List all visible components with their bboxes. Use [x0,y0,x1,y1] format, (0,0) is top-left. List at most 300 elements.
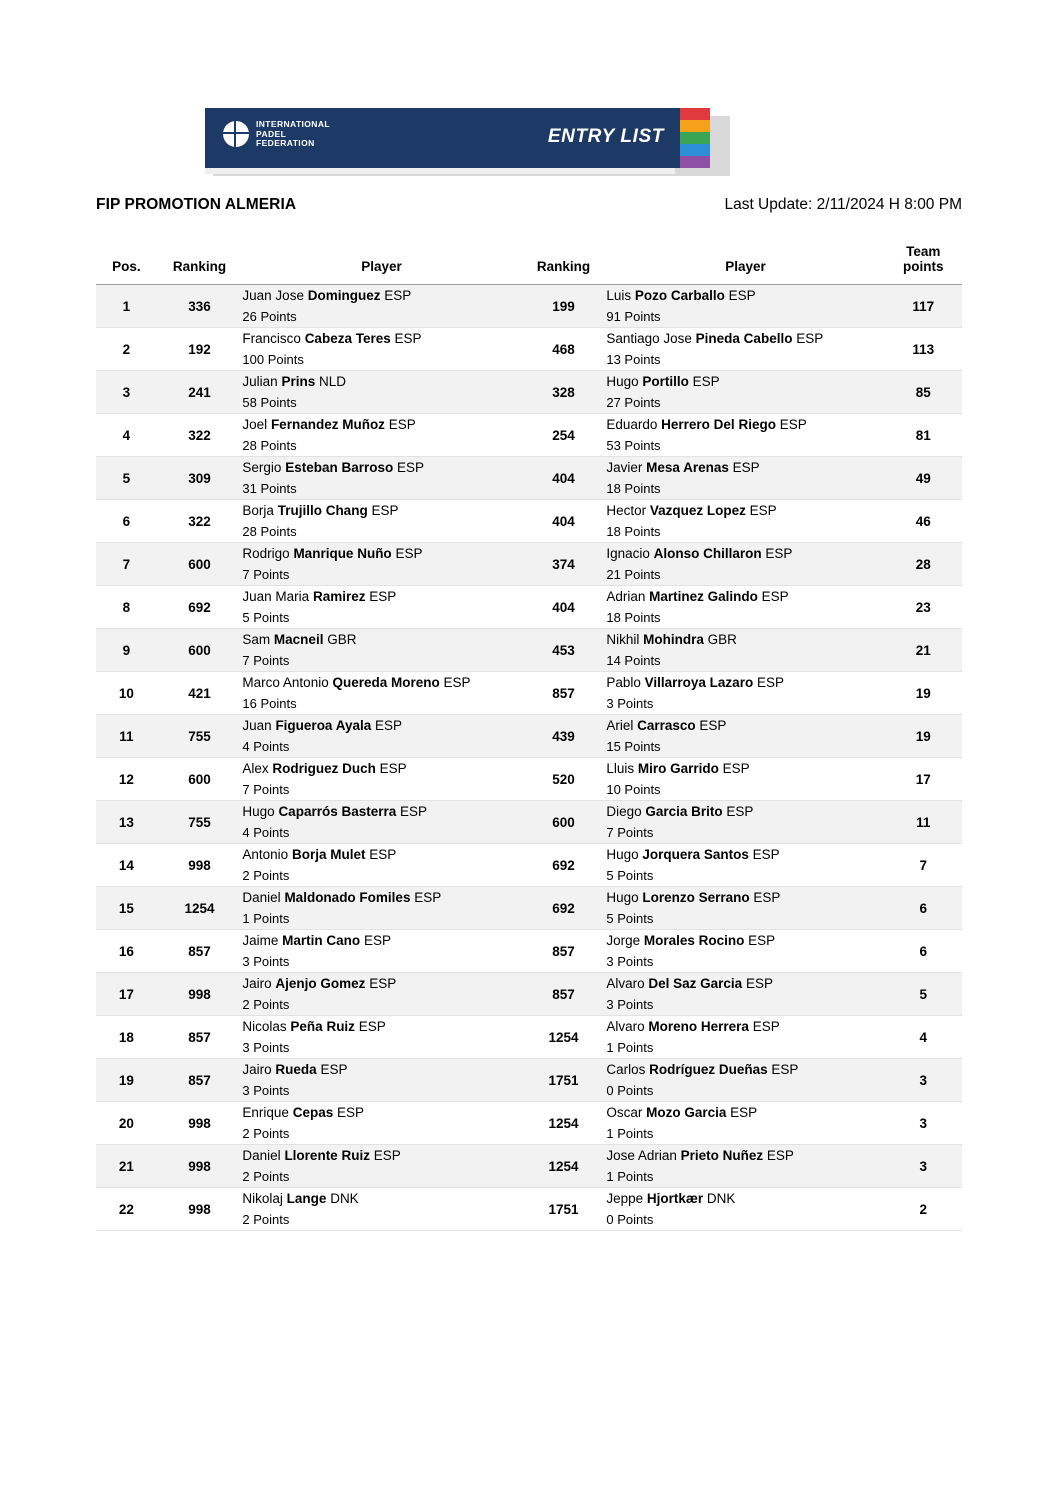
federation-line-2: PADEL [256,128,287,139]
player-2-first-name: Jeppe [606,1191,647,1206]
player-2-name [606,973,884,994]
player-1-nationality: NLD [315,374,346,389]
player-2-first-name: Diego [606,804,646,819]
cell-ranking-player-1: 998 [157,844,243,887]
table-row [96,672,962,715]
player-1-first-name: Borja [242,503,278,518]
player-2-last-name: Garcia Brito [645,804,723,819]
table-header [96,240,962,285]
player-1-name [242,629,520,650]
banner-underline [205,168,675,174]
cell-player-2 [606,371,884,414]
player-2-name [606,801,884,822]
player-2-name [606,543,884,564]
cell-player-2 [606,1059,884,1102]
table-row [96,328,962,371]
player-2-nationality: ESP [745,503,777,518]
player-1-name [242,543,520,564]
cell-player-2 [606,543,884,586]
player-2-points: 13 Points [606,352,661,367]
player-2-points: 3 Points [606,954,654,969]
player-2-last-name: Rodríguez Dueñas [649,1062,768,1077]
cell-player-2 [606,930,884,973]
player-2-last-name: Morales Rocino [643,933,745,948]
player-1-nationality: DNK [326,1191,359,1206]
cell-team-points: 23 [885,586,962,629]
cell-ranking-player-1: 322 [157,500,243,543]
player-1-name [242,758,520,779]
cell-position: 1 [96,285,157,328]
player-1-name [242,1102,520,1123]
player-1-first-name: Antonio [242,847,292,862]
player-2-points: 7 Points [606,825,654,840]
cell-ranking-player-1: 241 [157,371,243,414]
player-1-last-name: Figueroa Ayala [275,718,372,733]
table-row [96,414,962,457]
player-2-first-name: Hugo [606,847,643,862]
player-1-points: 26 Points [242,309,297,324]
player-1-first-name: Alex [242,761,273,776]
player-1-last-name: Cabeza Teres [304,331,391,346]
player-1-nationality: ESP [439,675,471,690]
cell-team-points: 81 [885,414,962,457]
player-2-last-name: Carrasco [637,718,696,733]
player-1-points: 2 Points [242,1169,290,1184]
table-row [96,629,962,672]
column-header-player-2: Player [606,240,884,285]
table-row [96,887,962,930]
player-1-name [242,1145,520,1166]
cell-player-2 [606,1188,884,1231]
cell-ranking-player-1: 192 [157,328,243,371]
player-1-name [242,715,520,736]
player-2-nationality: ESP [775,417,807,432]
padel-ball-icon [223,121,249,147]
cell-player-1 [242,457,520,500]
cell-ranking-player-1: 755 [157,715,243,758]
cell-team-points: 6 [885,930,962,973]
fip-logo [223,120,330,149]
player-2-points: 3 Points [606,696,654,711]
cell-player-2 [606,629,884,672]
table-row [96,1145,962,1188]
player-2-first-name: Hector [606,503,650,518]
player-2-last-name: Mozo Garcia [646,1105,727,1120]
cell-player-2 [606,1102,884,1145]
player-1-nationality: ESP [380,288,412,303]
cell-team-points: 19 [885,715,962,758]
cell-position: 12 [96,758,157,801]
player-2-name [606,930,884,951]
player-2-first-name: Adrian [606,589,650,604]
table-body [96,285,962,1231]
player-2-name [606,1059,884,1080]
cell-ranking-player-1: 998 [157,1145,243,1188]
player-1-last-name: Dominguez [307,288,381,303]
player-1-name [242,1016,520,1037]
player-1-last-name: Cepas [292,1105,334,1120]
player-1-first-name: Nicolas [242,1019,291,1034]
table-row [96,543,962,586]
cell-player-1 [242,414,520,457]
player-1-first-name: Marco Antonio [242,675,333,690]
player-2-name [606,758,884,779]
cell-player-1 [242,543,520,586]
cell-ranking-player-2: 254 [521,414,607,457]
player-2-name [606,586,884,607]
player-2-nationality: ESP [722,804,754,819]
player-1-nationality: ESP [354,1019,386,1034]
player-2-points: 91 Points [606,309,661,324]
cell-player-2 [606,973,884,1016]
player-1-last-name: Quereda Moreno [332,675,440,690]
player-2-points: 18 Points [606,524,661,539]
player-2-nationality: ESP [728,460,760,475]
cell-position: 2 [96,328,157,371]
player-1-nationality: ESP [369,1148,401,1163]
cell-ranking-player-1: 600 [157,629,243,672]
player-1-last-name: Peña Ruiz [290,1019,355,1034]
player-2-points: 5 Points [606,911,654,926]
cell-position: 22 [96,1188,157,1231]
player-2-first-name: Alvaro [606,1019,649,1034]
column-header-pos: Pos. [96,240,157,285]
table-row [96,715,962,758]
player-1-points: 2 Points [242,997,290,1012]
cell-ranking-player-1: 857 [157,1016,243,1059]
cell-player-2 [606,457,884,500]
player-1-points: 3 Points [242,1040,290,1055]
player-2-name [606,1016,884,1037]
cell-position: 13 [96,801,157,844]
cell-player-1 [242,887,520,930]
player-1-first-name: Nikolaj [242,1191,287,1206]
player-1-name [242,672,520,693]
cell-ranking-player-1: 309 [157,457,243,500]
player-2-nationality: ESP [742,976,773,991]
banner-body [205,108,710,168]
column-header-ranking-1: Ranking [157,240,243,285]
player-2-name [606,457,884,478]
player-2-last-name: Hjortkær [646,1191,704,1206]
cell-team-points: 46 [885,500,962,543]
player-2-nationality: ESP [753,675,784,690]
player-1-first-name: Juan [242,718,276,733]
federation-line-1: INTERNATIONAL [256,119,330,129]
player-1-last-name: Prins [281,374,316,389]
player-1-name [242,887,520,908]
table-row [96,371,962,414]
player-2-nationality: ESP [724,288,756,303]
player-1-name [242,844,520,865]
player-2-first-name: Hugo [606,374,643,389]
cell-ranking-player-2: 439 [521,715,607,758]
player-1-name [242,586,520,607]
player-2-last-name: Martinez Galindo [649,589,758,604]
player-1-points: 2 Points [242,868,290,883]
cell-ranking-player-2: 374 [521,543,607,586]
player-2-name [606,1102,884,1123]
cell-player-2 [606,672,884,715]
cell-position: 17 [96,973,157,1016]
player-2-nationality: ESP [767,1062,799,1077]
player-1-first-name: Hugo [242,804,279,819]
cell-player-2 [606,801,884,844]
cell-position: 10 [96,672,157,715]
table-row [96,930,962,973]
player-1-points: 3 Points [242,1083,290,1098]
cell-team-points: 17 [885,758,962,801]
player-1-nationality: ESP [391,546,423,561]
player-1-points: 28 Points [242,438,297,453]
cell-ranking-player-1: 322 [157,414,243,457]
player-2-name [606,500,884,521]
player-2-name [606,285,884,306]
player-2-last-name: Miro Garrido [637,761,719,776]
player-2-first-name: Javier [606,460,647,475]
cell-ranking-player-1: 421 [157,672,243,715]
column-header-ranking-2: Ranking [521,240,607,285]
table-row [96,500,962,543]
table-row [96,1102,962,1145]
player-2-points: 5 Points [606,868,654,883]
player-1-points: 100 Points [242,352,304,367]
player-2-first-name: Luis [606,288,635,303]
table-row [96,801,962,844]
player-1-name [242,371,520,392]
player-1-nationality: ESP [384,417,416,432]
event-title: FIP PROMOTION ALMERIA [96,196,297,213]
cell-player-1 [242,844,520,887]
player-1-first-name: Juan Jose [242,288,308,303]
cell-ranking-player-2: 468 [521,328,607,371]
player-2-name [606,371,884,392]
player-2-last-name: Pineda Cabello [695,331,793,346]
cell-position: 18 [96,1016,157,1059]
cell-position: 3 [96,371,157,414]
player-2-nationality: ESP [726,1105,758,1120]
player-1-points: 4 Points [242,825,290,840]
player-2-nationality: ESP [695,718,727,733]
entry-list-table [96,240,962,1231]
player-2-nationality: ESP [749,890,781,905]
player-2-first-name: Hugo [606,890,643,905]
cell-ranking-player-2: 1254 [521,1145,607,1188]
player-1-last-name: Fernandez Muñoz [270,417,385,432]
cell-ranking-player-2: 1254 [521,1102,607,1145]
cell-player-2 [606,844,884,887]
player-1-first-name: Sergio [242,460,286,475]
player-1-nationality: ESP [396,804,428,819]
player-1-name [242,801,520,822]
player-2-first-name: Alvaro [606,976,649,991]
player-2-name [606,1188,884,1209]
player-2-last-name: Villarroya Lazaro [644,675,754,690]
cell-team-points: 113 [885,328,962,371]
table-row [96,1059,962,1102]
player-1-nationality: ESP [371,718,402,733]
cell-position: 7 [96,543,157,586]
cell-ranking-player-2: 1751 [521,1059,607,1102]
cell-player-1 [242,629,520,672]
cell-player-2 [606,328,884,371]
cell-ranking-player-2: 328 [521,371,607,414]
player-2-points: 18 Points [606,610,661,625]
player-1-nationality: ESP [365,976,397,991]
player-2-nationality: ESP [748,847,780,862]
cell-team-points: 3 [885,1059,962,1102]
cell-player-2 [606,586,884,629]
cell-team-points: 3 [885,1145,962,1188]
cell-ranking-player-2: 199 [521,285,607,328]
player-1-points: 2 Points [242,1212,290,1227]
player-1-last-name: Maldonado Fomiles [284,890,411,905]
cell-position: 20 [96,1102,157,1145]
cell-player-2 [606,285,884,328]
player-2-nationality: DNK [703,1191,736,1206]
cell-player-2 [606,758,884,801]
player-1-first-name: Daniel [242,1148,285,1163]
cell-position: 14 [96,844,157,887]
player-1-points: 5 Points [242,610,290,625]
player-1-nationality: ESP [367,503,399,518]
cell-player-1 [242,1016,520,1059]
cell-ranking-player-2: 404 [521,500,607,543]
player-2-last-name: Mesa Arenas [646,460,729,475]
player-1-last-name: Ramirez [312,589,366,604]
player-2-last-name: Lorenzo Serrano [642,890,750,905]
player-2-last-name: Prieto Nuñez [680,1148,764,1163]
banner-color-stripes [680,108,710,168]
cell-player-1 [242,1188,520,1231]
player-1-points: 58 Points [242,395,297,410]
player-2-nationality: GBR [703,632,737,647]
player-1-nationality: ESP [365,589,397,604]
table-row [96,1188,962,1231]
cell-player-1 [242,973,520,1016]
cell-position: 15 [96,887,157,930]
cell-ranking-player-2: 692 [521,844,607,887]
cell-ranking-player-1: 998 [157,1102,243,1145]
player-2-first-name: Ariel [606,718,638,733]
cell-team-points: 11 [885,801,962,844]
player-2-name [606,629,884,650]
player-2-last-name: Mohindra [643,632,704,647]
cell-team-points: 28 [885,543,962,586]
cell-ranking-player-2: 857 [521,672,607,715]
player-2-points: 1 Points [606,1169,654,1184]
player-1-nationality: ESP [365,847,397,862]
cell-position: 16 [96,930,157,973]
team-points-line-1: Team [906,244,941,259]
player-1-nationality: ESP [360,933,391,948]
cell-player-2 [606,1016,884,1059]
cell-ranking-player-1: 1254 [157,887,243,930]
cell-ranking-player-2: 404 [521,457,607,500]
player-2-name [606,414,884,435]
cell-player-1 [242,715,520,758]
player-1-name [242,414,520,435]
player-1-points: 28 Points [242,524,297,539]
player-2-nationality: ESP [718,761,750,776]
player-2-nationality: ESP [688,374,720,389]
player-2-first-name: Pablo [606,675,645,690]
cell-player-2 [606,715,884,758]
cell-player-1 [242,930,520,973]
player-2-name [606,1145,884,1166]
cell-ranking-player-1: 692 [157,586,243,629]
player-2-nationality: ESP [761,546,793,561]
player-2-points: 27 Points [606,395,661,410]
cell-team-points: 19 [885,672,962,715]
cell-position: 4 [96,414,157,457]
player-1-name [242,285,520,306]
header-row [96,196,962,214]
entry-list-banner [205,108,730,176]
cell-team-points: 117 [885,285,962,328]
player-1-first-name: Daniel [242,890,285,905]
player-1-points: 7 Points [242,782,290,797]
player-1-last-name: Trujillo Chang [277,503,368,518]
player-2-last-name: Vazquez Lopez [649,503,746,518]
player-1-first-name: Sam [242,632,274,647]
cell-ranking-player-2: 1751 [521,1188,607,1231]
cell-team-points: 4 [885,1016,962,1059]
player-1-name [242,930,520,951]
federation-line-3: FEDERATION [256,138,315,148]
cell-player-1 [242,801,520,844]
cell-position: 11 [96,715,157,758]
player-2-first-name: Oscar [606,1105,647,1120]
cell-team-points: 5 [885,973,962,1016]
cell-player-2 [606,500,884,543]
player-1-points: 3 Points [242,954,290,969]
player-2-last-name: Portillo [642,374,689,389]
cell-player-1 [242,1102,520,1145]
player-2-first-name: Nikhil [606,632,644,647]
player-1-points: 16 Points [242,696,297,711]
player-2-name [606,672,884,693]
table-row [96,758,962,801]
column-header-player-1: Player [242,240,520,285]
player-2-name [606,715,884,736]
team-points-line-2: points [903,259,944,274]
player-2-nationality: ESP [744,933,776,948]
player-1-last-name: Caparrós Basterra [278,804,397,819]
player-1-last-name: Rodriguez Duch [272,761,376,776]
player-2-last-name: Moreno Herrera [648,1019,749,1034]
player-1-last-name: Borja Mulet [291,847,366,862]
player-1-first-name: Julian [242,374,282,389]
player-1-first-name: Jairo [242,976,276,991]
player-2-points: 18 Points [606,481,661,496]
player-2-last-name: Pozo Carballo [634,288,725,303]
cell-position: 5 [96,457,157,500]
cell-ranking-player-1: 857 [157,930,243,973]
player-1-name [242,973,520,994]
cell-player-2 [606,1145,884,1188]
player-1-nationality: ESP [390,331,422,346]
cell-team-points: 21 [885,629,962,672]
player-2-points: 0 Points [606,1083,654,1098]
player-2-nationality: ESP [748,1019,780,1034]
cell-position: 21 [96,1145,157,1188]
player-2-nationality: ESP [763,1148,794,1163]
cell-player-1 [242,371,520,414]
last-update-text: Last Update: 2/11/2024 H 8:00 PM [724,196,962,213]
player-2-nationality: ESP [757,589,789,604]
player-1-points: 4 Points [242,739,290,754]
